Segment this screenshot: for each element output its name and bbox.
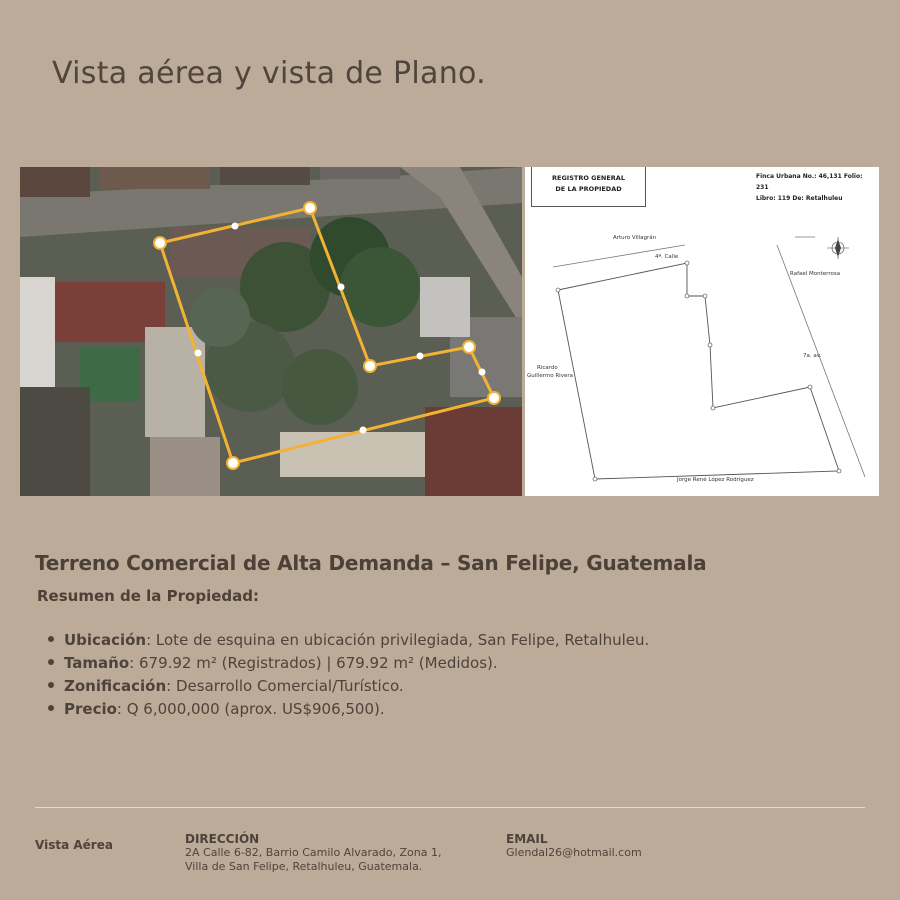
summary-heading: Resumen de la Propiedad:: [37, 587, 259, 605]
detail-location: [48, 629, 649, 652]
registry-line-2: DE LA PROPIEDAD: [555, 185, 622, 193]
detail-label: Precio: [64, 700, 117, 718]
label-street: 4ª. Calle: [655, 254, 679, 260]
email-heading: EMAIL: [506, 832, 548, 846]
footer-left-label: Vista Aérea: [35, 838, 113, 852]
property-title: Terreno Comercial de Alta Demanda – San Felipe, Guatemala: [35, 551, 707, 575]
address-line-1: 2A Calle 6-82, Barrio Camilo Alvarado, Zona 1,: [185, 846, 442, 859]
detail-label: Zonificación: [64, 677, 167, 695]
detail-value: : Lote de esquina en ubicación privilegiada, San Felipe, Retalhuleu.: [146, 631, 650, 649]
label-north: Arturo Villagrán: [613, 235, 657, 241]
page-headline: Vista aérea y vista de Plano.: [52, 56, 487, 91]
plan-drawing: [525, 167, 879, 496]
detail-size: [48, 652, 649, 675]
finca-number: Finca Urbana No.: 46,131 Folio: 231: [756, 173, 863, 191]
detail-value: : 679.92 m² (Registrados) | 679.92 m² (Medidos).: [129, 654, 498, 672]
libro-number: Libro: 119 De: Retalhuleu: [756, 195, 843, 202]
email-address[interactable]: Glendal26@hotmail.com: [506, 846, 642, 859]
bullet-icon: [48, 659, 54, 665]
footer-divider: [35, 807, 865, 808]
label-west-2: Guillermo Rivera: [527, 373, 573, 379]
label-west-1: Ricardo: [537, 365, 558, 371]
detail-label: Tamaño: [64, 654, 130, 672]
aerial-view-image: [20, 167, 522, 496]
address-text: [185, 846, 485, 874]
address-heading: DIRECCIÓN: [185, 832, 260, 846]
label-east: Rafael Monterrosa: [790, 271, 841, 277]
registry-line-1: REGISTRO GENERAL: [552, 174, 625, 182]
detail-zoning: [48, 675, 649, 698]
label-south: Jorge René López Rodríguez: [677, 477, 754, 483]
detail-price: [48, 698, 649, 721]
survey-plan: [525, 167, 879, 496]
detail-value: : Desarrollo Comercial/Turístico.: [166, 677, 404, 695]
bullet-icon: [48, 705, 54, 711]
property-details-list: [48, 629, 649, 721]
address-line-2: Villa de San Felipe, Retalhuleu, Guatemala.: [185, 860, 423, 873]
detail-value: : Q 6,000,000 (aprox. US$906,500).: [116, 700, 385, 718]
detail-label: Ubicación: [64, 631, 147, 649]
bullet-icon: [48, 682, 54, 688]
bullet-icon: [48, 636, 54, 642]
aerial-map: [20, 167, 522, 496]
label-avenue: 7a. av.: [803, 353, 822, 359]
